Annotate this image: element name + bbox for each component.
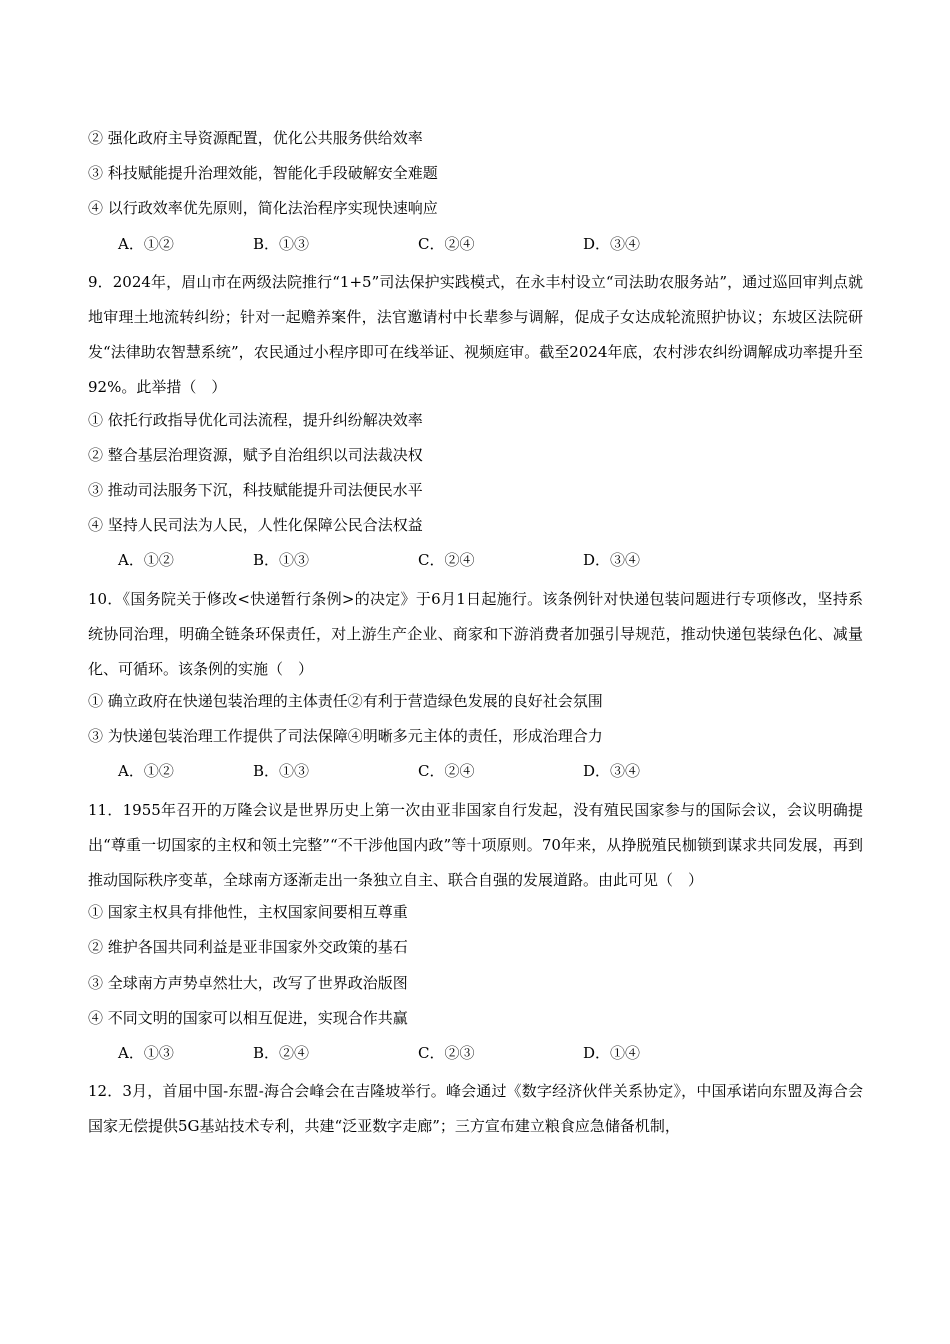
q11-option-d: D．①④ bbox=[583, 1044, 641, 1063]
question-10 bbox=[88, 582, 863, 793]
q9-option-d: D．③④ bbox=[583, 551, 641, 570]
q8-options bbox=[88, 230, 863, 265]
q11-item-4: ④ 不同文明的国家可以相互促进，实现合作共赢 bbox=[88, 1008, 408, 1027]
q11-option-a: A．①③ bbox=[118, 1044, 174, 1063]
q11-item-2: ② 维护各国共同利益是亚非国家外交政策的基石 bbox=[88, 938, 408, 957]
q9-options bbox=[88, 546, 863, 581]
q11-stem: 11．1955年召开的万隆会议是世界历史上第一次由亚非国家自行发起，没有殖民国家参与的国际会议，会议明确提出“尊重一切国家的主权和领土完整”“不干涉他国内政”等十项原则。70年来，从挣脱殖民枷锁到谋求共同发展，再到推动国际秩序变革，全球南方逐渐走出一条独立自主、联合自强的发展道路。由此可见（ ） bbox=[88, 800, 863, 890]
q11-option-b: B．②④ bbox=[253, 1044, 310, 1063]
q9-item-2: ② 整合基层治理资源，赋予自治组织以司法裁决权 bbox=[88, 445, 423, 464]
q9-stem: 9．2024年，眉山市在两级法院推行“1+5”司法保护实践模式，在永丰村设立“司法助农服务站”，通过巡回审判点就地审理土地流转纠纷；针对一起赡养案件，法官邀请村中长辈参与调解，促成子女达成轮流照护协议；东坡区法院研发“法律助农智慧系统”，农民通过小程序即可在线举证、视频庭审。截至2024年底，农村涉农纠纷调解成功率提升至92%。此举措（ ） bbox=[88, 272, 863, 397]
q10-items-3-4: ③ 为快递包装治理工作提供了司法保障④明晰多元主体的责任，形成治理合力 bbox=[88, 727, 603, 746]
exam-content bbox=[88, 124, 863, 1145]
q8-item-3: ③ 科技赋能提升治理效能，智能化手段破解安全难题 bbox=[88, 164, 438, 183]
q8-option-b: B．①③ bbox=[253, 234, 310, 253]
q9-item-1: ① 依托行政指导优化司法流程，提升纠纷解决效率 bbox=[88, 410, 423, 429]
question-11 bbox=[88, 793, 863, 1075]
q11-option-c: C．②③ bbox=[418, 1044, 475, 1063]
q8-option-d: D．③④ bbox=[583, 234, 641, 253]
question-9 bbox=[88, 265, 863, 582]
q11-item-3: ③ 全球南方声势卓然壮大，改写了世界政治版图 bbox=[88, 973, 408, 992]
q8-option-c: C．②④ bbox=[418, 234, 475, 253]
q8-item-2: ② 强化政府主导资源配置，优化公共服务供给效率 bbox=[88, 129, 423, 147]
q9-option-a: A．①② bbox=[118, 551, 174, 570]
q10-option-c: C．②④ bbox=[418, 762, 475, 781]
q10-option-d: D．③④ bbox=[583, 762, 641, 781]
q11-item-1: ① 国家主权具有排他性，主权国家间要相互尊重 bbox=[88, 903, 408, 922]
q9-item-4: ④ 坚持人民司法为人民，人性化保障公民合法权益 bbox=[88, 516, 423, 535]
q12-stem: 12．3月，首届中国-东盟-海合会峰会在吉隆坡举行。峰会通过《数字经济伙伴关系协定》，中国承诺向东盟及海合会国家无偿提供5G基站技术专利，共建“泛亚数字走廊”；三方宣布建立粮食应急储备机制， bbox=[88, 1082, 863, 1136]
q9-item-3: ③ 推动司法服务下沉，科技赋能提升司法便民水平 bbox=[88, 480, 423, 499]
q10-stem: 10．《国务院关于修改<快递暂行条例>的决定》于6月1日起施行。该条例针对快递包装问题进行专项修改，坚持系统协同治理，明确全链条环保责任，对上游生产企业、商家和下游消费者加强引导规范，推动快递包装绿色化、减量化、可循环。该条例的实施（ ） bbox=[88, 589, 863, 678]
q11-options bbox=[88, 1039, 863, 1074]
question-12 bbox=[88, 1074, 863, 1144]
q8-option-a: A．①② bbox=[118, 234, 174, 253]
q10-option-a: A．①② bbox=[118, 762, 174, 781]
q8-item-4: ④ 以行政效率优先原则，简化法治程序实现快速响应 bbox=[88, 199, 438, 218]
question-8 bbox=[88, 124, 863, 265]
q9-option-b: B．①③ bbox=[253, 551, 310, 570]
q10-option-b: B．①③ bbox=[253, 762, 310, 781]
q10-options bbox=[88, 757, 863, 792]
q10-items-1-2: ① 确立政府在快递包装治理的主体责任②有利于营造绿色发展的良好社会氛围 bbox=[88, 692, 603, 711]
q9-option-c: C．②④ bbox=[418, 551, 475, 570]
